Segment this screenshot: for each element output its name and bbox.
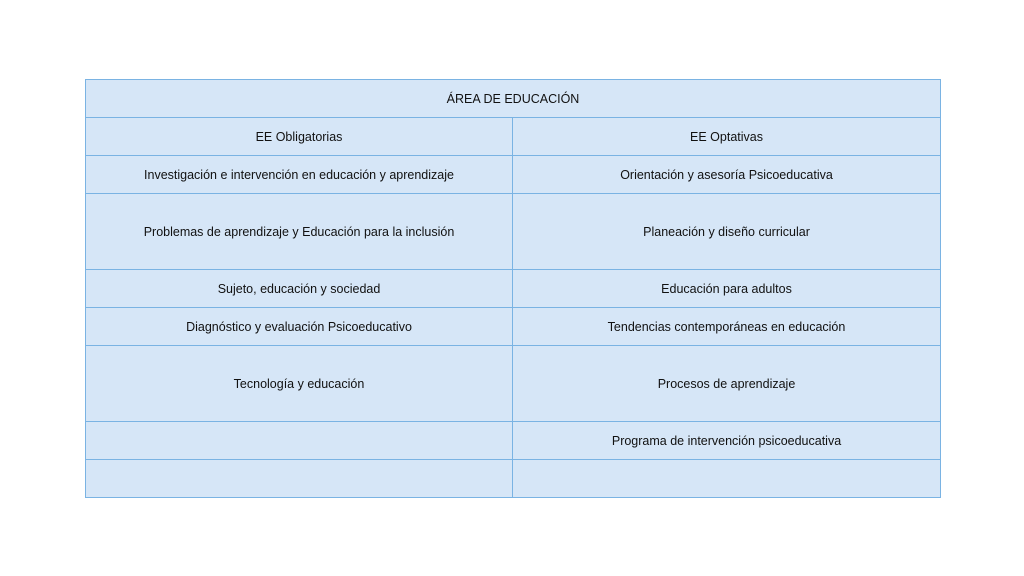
table-cell-optativa: Programa de intervención psicoeducativa — [513, 422, 941, 460]
table-cell-obligatoria — [86, 422, 513, 460]
table-row — [86, 194, 941, 270]
table-title-row — [86, 80, 941, 118]
education-area-table — [85, 79, 941, 498]
table-row — [86, 460, 941, 498]
table-cell-obligatoria: Investigación e intervención en educación y aprendizaje — [86, 156, 513, 194]
table-cell-obligatoria: Sujeto, educación y sociedad — [86, 270, 513, 308]
table-cell-obligatoria — [86, 460, 513, 498]
table-cell-optativa: Procesos de aprendizaje — [513, 346, 941, 422]
table-cell-obligatoria: Diagnóstico y evaluación Psicoeducativo — [86, 308, 513, 346]
header-ee-optativas: EE Optativas — [513, 118, 941, 156]
table-row — [86, 270, 941, 308]
table-row — [86, 346, 941, 422]
table-title: ÁREA DE EDUCACIÓN — [86, 80, 941, 118]
header-ee-obligatorias: EE Obligatorias — [86, 118, 513, 156]
table-cell-optativa: Educación para adultos — [513, 270, 941, 308]
table-header-row — [86, 118, 941, 156]
table-row — [86, 422, 941, 460]
table-cell-optativa: Tendencias contemporáneas en educación — [513, 308, 941, 346]
table-cell-optativa: Orientación y asesoría Psicoeducativa — [513, 156, 941, 194]
table-cell-obligatoria: Problemas de aprendizaje y Educación para la inclusión — [86, 194, 513, 270]
table-row — [86, 156, 941, 194]
table-cell-optativa: Planeación y diseño curricular — [513, 194, 941, 270]
table-row — [86, 308, 941, 346]
table-cell-obligatoria: Tecnología y educación — [86, 346, 513, 422]
table-cell-optativa — [513, 460, 941, 498]
